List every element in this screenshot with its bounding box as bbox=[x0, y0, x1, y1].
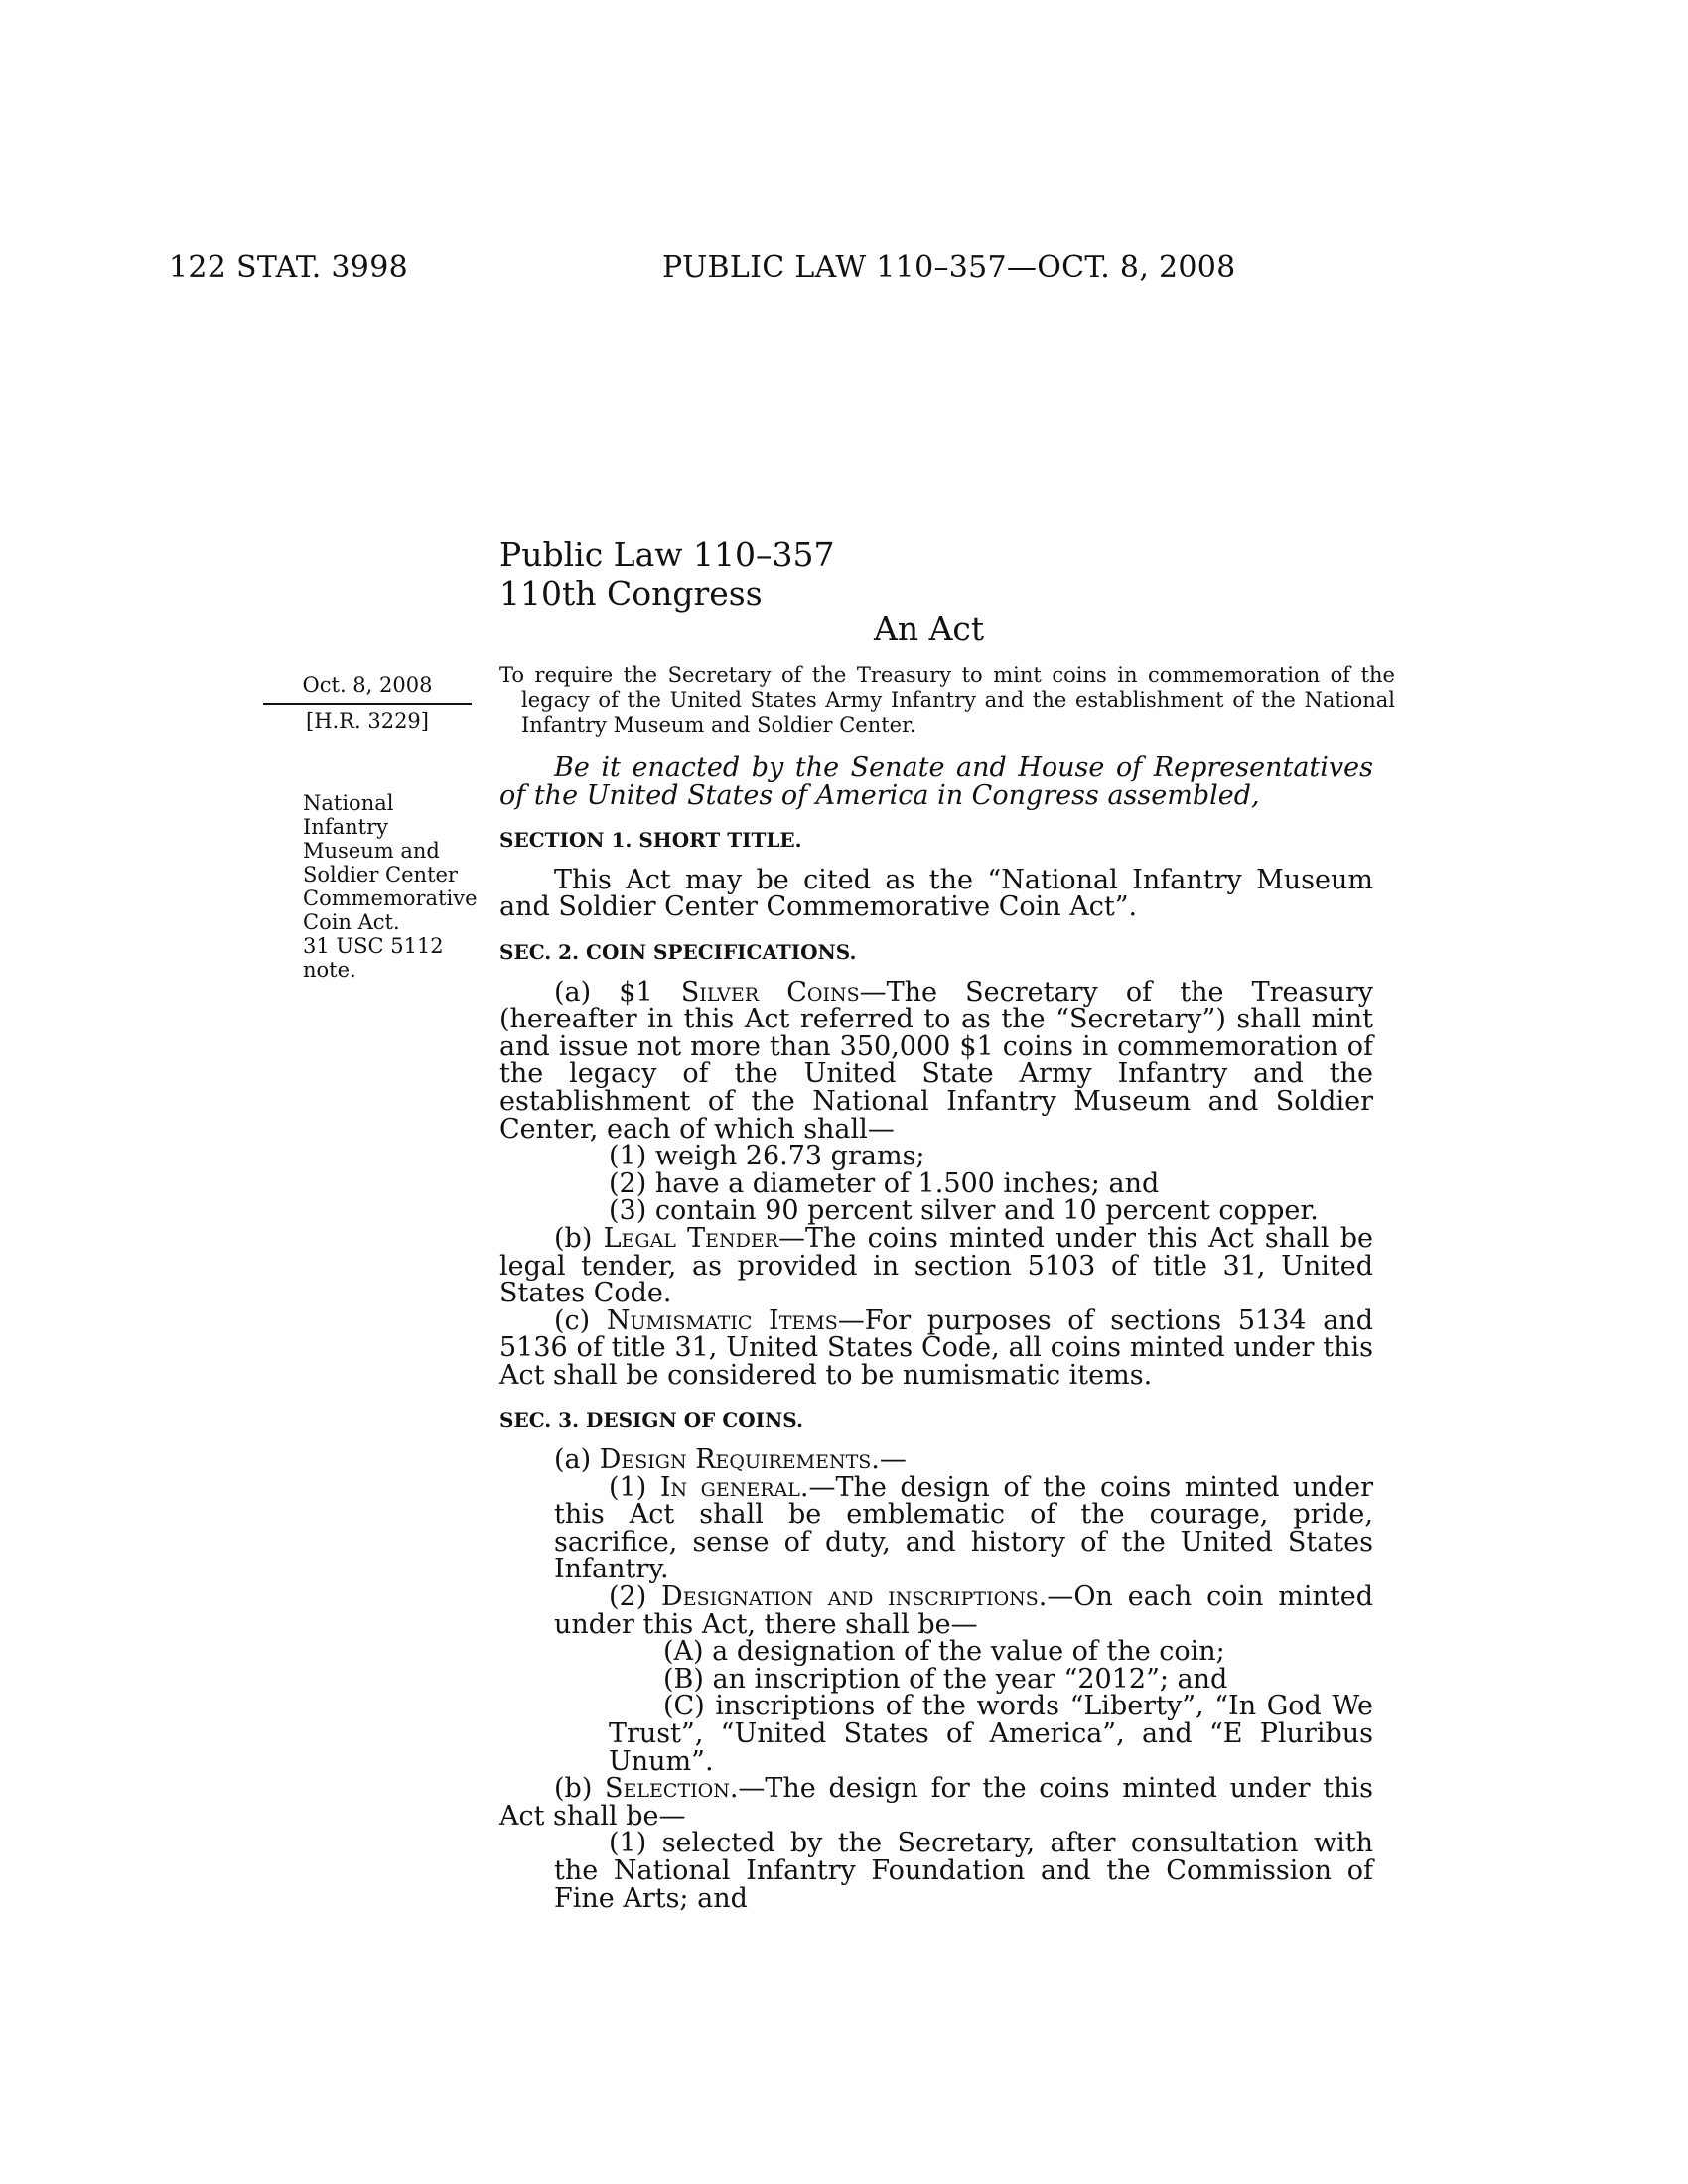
s2b-caption: Legal Tender bbox=[603, 1222, 779, 1254]
section-2-a-1: (1) weigh 26.73 grams; bbox=[609, 1141, 925, 1172]
s3a-dash: .— bbox=[871, 1444, 907, 1476]
section-3-a-2-A: (A) a designation of the value of the coin; bbox=[663, 1636, 1225, 1668]
section-2-a-2: (2) have a diameter of 1.500 inches; and bbox=[609, 1167, 1160, 1199]
section-3-b bbox=[499, 1775, 1373, 1830]
s2a-label: (a) $1 bbox=[554, 976, 653, 1008]
section-3-b-1: (1) selected by the Secretary, after consultation with the National Infantry Foundation and the Commission of Fine Arts; and bbox=[554, 1828, 1373, 1914]
s3a2-caption: Designation and inscriptions bbox=[661, 1581, 1039, 1613]
s3a1-text: .—The design of the coins minted under this Act shall be emblematic of the courage, pride, sacrifice, sense of duty, and history of the United States Infantry. bbox=[554, 1471, 1373, 1585]
s3b-label: (b) bbox=[554, 1773, 593, 1805]
s2c-text: —For purposes of sections 5134 and 5136 of title 31, United States Code, all coins minted under this Act shall be considered to be numismatic items. bbox=[499, 1304, 1373, 1391]
margin-topic: National Infantry Museum and Soldier Center Commemorative Coin Act. bbox=[303, 791, 478, 934]
running-title: PUBLIC LAW 110–357—OCT. 8, 2008 bbox=[662, 250, 1236, 285]
congress-label: 110th Congress bbox=[499, 574, 763, 613]
s3a2-label: (2) bbox=[609, 1581, 647, 1613]
section-1-heading: SECTION 1. SHORT TITLE. bbox=[499, 828, 802, 853]
s3a1-caption: In general bbox=[659, 1471, 800, 1503]
s3a2-text: .—On each coin minted under this Act, there shall be— bbox=[554, 1581, 1373, 1640]
act-body bbox=[499, 754, 1373, 1912]
act-purpose: To require the Secretary of the Treasury to mint coins in commemoration of the legacy of the United States Army Infantry and the establishment of the National Infantry Museum and Soldier Center. bbox=[499, 663, 1395, 737]
margin-citation: 31 USC 5112 note. bbox=[303, 934, 444, 982]
s2b-text: —The coins minted under this Act shall be legal tender, as provided in section 5103 of title 31, United States Code. bbox=[499, 1222, 1373, 1309]
section-2-a bbox=[499, 976, 1373, 1145]
law-title: Public Law 110–357 bbox=[499, 535, 835, 574]
margin-topic-note bbox=[303, 791, 477, 982]
section-3-a-2 bbox=[499, 1583, 1373, 1638]
s2c-caption: Numismatic Items bbox=[606, 1304, 838, 1336]
section-3-heading: SEC. 3. DESIGN OF COINS. bbox=[499, 1408, 803, 1433]
margin-rule bbox=[263, 703, 472, 705]
bill-number: [H.R. 3229] bbox=[306, 709, 429, 733]
section-3-a-2-C: (C) inscriptions of the words “Liberty”, “In God We Trust”, “United States of America”, and “E Pluribus Unum”. bbox=[609, 1691, 1373, 1777]
section-3-a-2-B: (B) an inscription of the year “2012”; and bbox=[663, 1663, 1228, 1695]
section-3-a bbox=[499, 1446, 1373, 1474]
s2a-caption: Silver Coins bbox=[680, 976, 860, 1008]
section-1-text: This Act may be cited as the “National Infantry Museum and Soldier Center Commemorative Coin Act”. bbox=[499, 864, 1373, 923]
page-reference: 122 STAT. 3998 bbox=[169, 250, 408, 285]
section-2-b bbox=[499, 1222, 1373, 1309]
section-3-a-1 bbox=[499, 1471, 1373, 1585]
act-label: An Act bbox=[874, 610, 985, 648]
s2a-text: —The Secretary of the Treasury (hereafter in this Act referred to as the “Secretary”) shall mint and issue not more than 350,000 $1 coins in commemoration of the legacy of the United State Army Infantry and the establishment of the National Infantry Museum and Soldier Center, each of which shall— bbox=[499, 976, 1373, 1145]
s3a-caption: Design Requirements bbox=[599, 1444, 872, 1476]
margin-date-note bbox=[263, 673, 472, 733]
section-2-heading: SEC. 2. COIN SPECIFICATIONS. bbox=[499, 939, 857, 964]
s3b-text: .—The design for the coins minted under this Act shall be— bbox=[499, 1773, 1373, 1832]
s3a-label: (a) bbox=[554, 1444, 592, 1476]
section-2-c bbox=[499, 1304, 1373, 1391]
section-2-a-3: (3) contain 90 percent silver and 10 percent copper. bbox=[609, 1195, 1319, 1227]
s3a1-label: (1) bbox=[609, 1471, 647, 1503]
s2c-label: (c) bbox=[554, 1304, 591, 1336]
enacting-clause: Be it enacted by the Senate and House of Representatives of the United States of America in Congress assembled, bbox=[499, 752, 1373, 811]
s3b-caption: Selection bbox=[605, 1773, 730, 1805]
enactment-date: Oct. 8, 2008 bbox=[302, 673, 433, 697]
s2b-label: (b) bbox=[554, 1222, 593, 1254]
